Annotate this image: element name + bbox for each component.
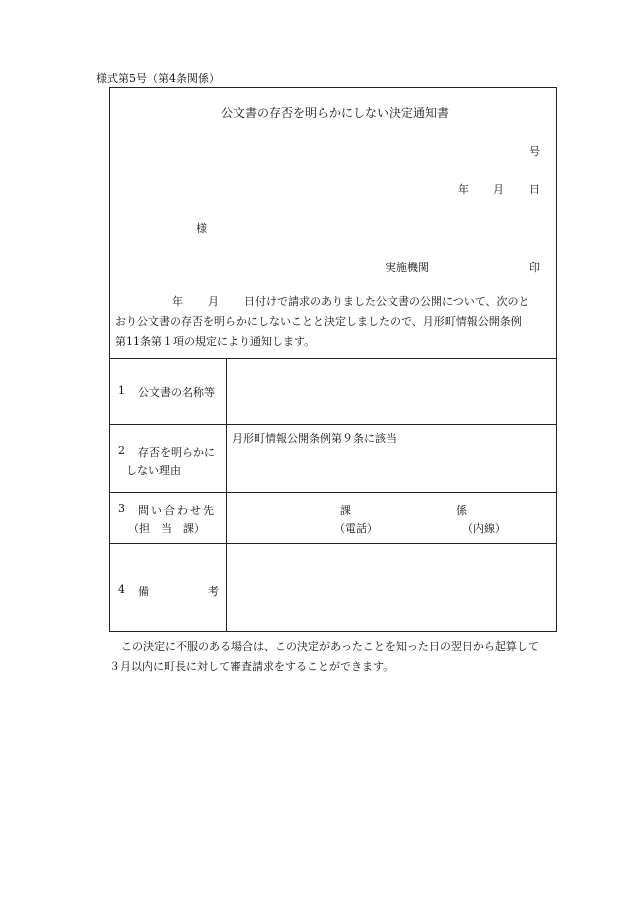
footer-note-line-2: ３月以内に町長に対して審査請求をすることができます。: [109, 660, 395, 673]
table-column-divider: [226, 358, 227, 632]
row-2-number: 2: [118, 444, 125, 457]
row-4-label-first: 備: [138, 585, 149, 598]
row-2-value: 月形町情報公開条例第９条に該当: [232, 432, 397, 445]
document-title: 公文書の存否を明らかにしない決定通知書: [221, 106, 450, 120]
row-divider-3: [109, 543, 557, 544]
row-3-section-suffix: 課: [340, 504, 351, 517]
row-4-number: 4: [118, 583, 125, 596]
body-text-line-2: おり公文書の存否を明らかにしないことと決定しましたので、月形町情報公開条例: [115, 315, 522, 328]
body-text-line-1: 日付けで請求のありました公文書の公開について、次のと: [244, 295, 530, 308]
row-3-number: 3: [118, 502, 125, 515]
footer-note-line-1: この決定に不服のある場合は、この決定があったことを知った日の翌日から起算して: [121, 640, 539, 653]
seal-mark: 印: [529, 261, 540, 274]
row-4-label-second: 考: [208, 585, 219, 598]
row-1-label: 公文書の名称等: [138, 386, 215, 399]
row-divider-1: [109, 424, 557, 425]
body-date-month: 月: [208, 295, 219, 308]
date-day-label: 日: [529, 183, 540, 196]
row-1-number: 1: [118, 384, 125, 397]
row-3-staff-suffix: 係: [456, 504, 467, 517]
row-3-label-line-2: （担 当 課）: [128, 522, 205, 535]
addressee-suffix: 様: [196, 222, 207, 235]
form-number-label: 様式第5号（第4条関係）: [96, 72, 220, 85]
body-date-year: 年: [172, 295, 183, 308]
implementing-agency-label: 実施機関: [385, 261, 429, 274]
date-year-label: 年: [458, 183, 469, 196]
row-3-extension-label: （内線）: [462, 522, 506, 535]
document-number-mark: 号: [529, 145, 540, 158]
row-2-label-line-2: しない理由: [126, 464, 181, 477]
table-top-border: [109, 358, 557, 359]
row-3-label-line-1: 問い合わせ先: [138, 504, 216, 517]
date-month-label: 月: [493, 183, 504, 196]
row-2-label-line-1: 存否を明らかに: [138, 446, 215, 459]
row-3-phone-label: （電話）: [334, 522, 378, 535]
row-divider-2: [109, 492, 557, 493]
body-text-line-3: 第11条第１項の規定により通知します。: [115, 335, 316, 348]
notice-frame: [109, 87, 557, 632]
